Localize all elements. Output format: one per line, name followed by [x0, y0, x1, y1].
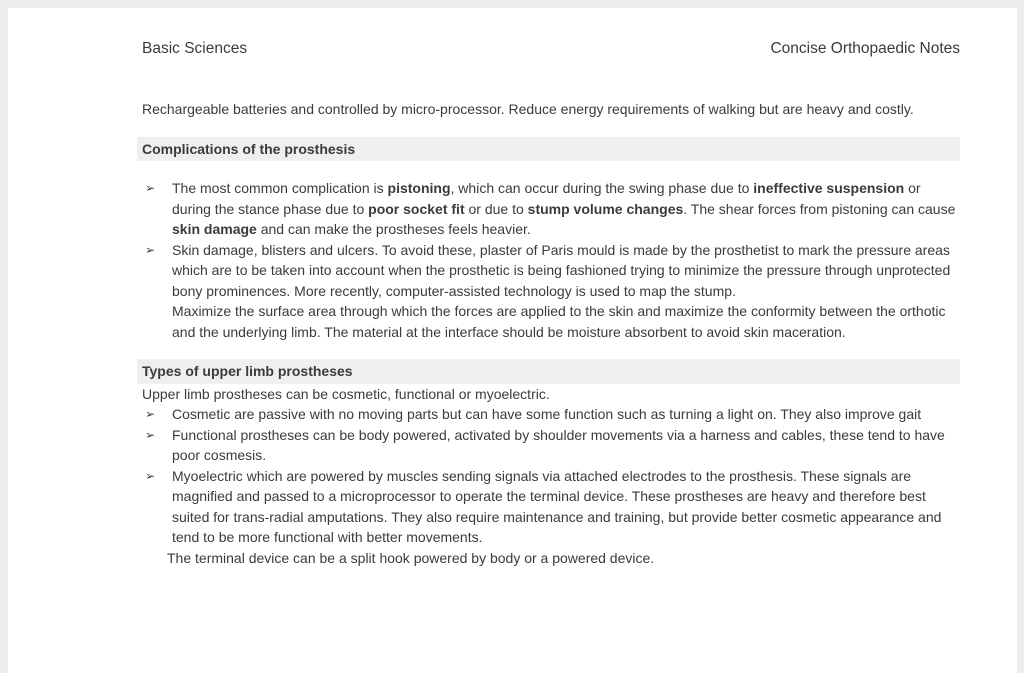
- paragraph: Upper limb prostheses can be cosmetic, functional or myoelectric.: [142, 385, 550, 402]
- header-book-title: Concise Orthopaedic Notes: [770, 40, 960, 57]
- page-edge-right: [1017, 0, 1024, 673]
- bullet-text: Skin damage, blisters and ulcers. To avoid these, plaster of Paris mould is made by the prosthetist to mark the pressure areas which are to be taken into account when the prosthetic is being fashioned trying to minimize the pressure through unprotected bony prominences. More recently, computer-assisted technology is used to map the stump.: [172, 241, 951, 299]
- arrow-bullet-icon: ➢: [145, 242, 156, 257]
- page-edge-left: [0, 0, 8, 673]
- header-section-title: Basic Sciences: [142, 40, 248, 57]
- section-heading: Complications of the prosthesis: [137, 137, 960, 162]
- arrow-bullet-icon: ➢: [145, 181, 156, 195]
- bullet-item: [142, 466, 960, 548]
- section-heading: Types of upper limb prostheses: [137, 359, 960, 384]
- bullet-item: [142, 425, 960, 466]
- bullet-item: [142, 404, 960, 425]
- arrow-bullet-icon: ➢: [145, 427, 156, 442]
- bullet-item: [142, 240, 960, 302]
- page-content: [142, 99, 960, 568]
- bullet-text: Cosmetic are passive with no moving parts but can have some function such as turning a light on. They also improve gait: [172, 406, 922, 422]
- page-header: [142, 38, 960, 59]
- bullet-item: [142, 178, 960, 240]
- paragraph: The terminal device can be a split hook powered by body or a powered device.: [167, 549, 655, 566]
- paragraph: Rechargeable batteries and controlled by micro-processor. Reduce energy requirements of walking but are heavy and costly.: [142, 101, 914, 117]
- arrow-bullet-icon: ➢: [145, 468, 156, 483]
- bullet-text: The most common complication is pistoning, which can occur during the swing phase due to ineffective suspension or during the stance phase due to poor socket fit or due to stump volume changes. The shear forces from pistoning can cause skin damage and can make the prostheses feels heavier.: [172, 180, 956, 237]
- page-edge-top: [0, 0, 1024, 8]
- bullet-text: Myoelectric which are powered by muscles sending signals via attached electrodes to the prosthesis. These signals are magnified and passed to a microprocessor to operate the terminal device. These prostheses are heavy and therefore best suited for trans-radial amputations. They also require maintenance and training, but provide better cosmetic appearance and tend to be more functional with better movements.: [172, 467, 942, 545]
- paragraph: Maximize the surface area through which the forces are applied to the skin and maximize the conformity between the orthotic and the underlying limb. The material at the interface should be moisture absorbent to avoid skin maceration.: [172, 303, 946, 340]
- bullet-text: Functional prostheses can be body powered, activated by shoulder movements via a harness and cables, these tend to have poor cosmesis.: [172, 426, 945, 463]
- document-page: [142, 8, 960, 568]
- arrow-bullet-icon: ➢: [145, 407, 156, 421]
- blank-line: [142, 161, 960, 178]
